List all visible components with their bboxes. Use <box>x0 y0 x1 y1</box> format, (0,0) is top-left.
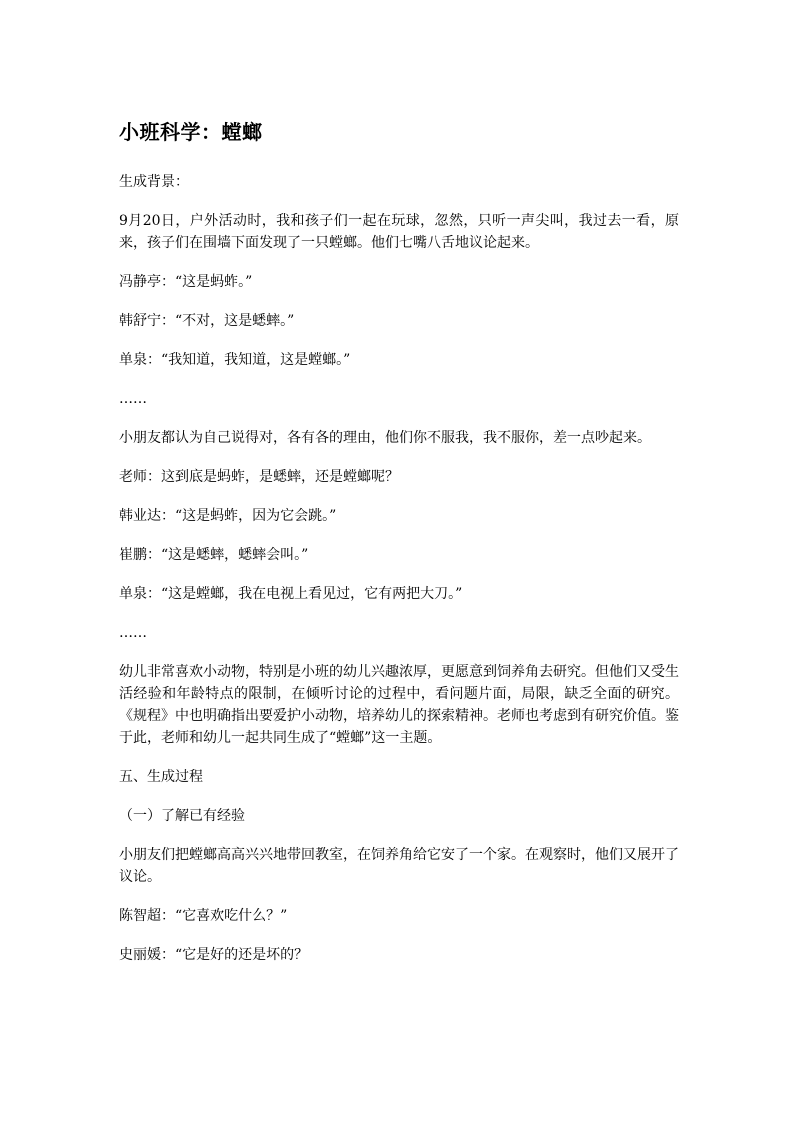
section-heading: 五、生成过程 <box>119 769 203 785</box>
paragraph-dialogue: 韩舒宁：“不对，这是蟋蟀。” <box>119 313 295 329</box>
paragraph-dialogue: 崔鹏：“这是蟋蟀，蟋蟀会叫。” <box>119 547 309 563</box>
paragraph-dialogue: 韩业达：“这是蚂蚱，因为它会跳。” <box>119 508 337 524</box>
paragraph-background-heading: 生成背景： <box>119 174 189 190</box>
paragraph-analysis: 幼儿非常喜欢小动物，特别是小班的幼儿兴趣浓厚，更愿意到饲养角去研究。但他们又受生活经验和年龄特点的限制，在倾听讨论的过程中，看问题片面，局限，缺乏全面的研究。《规程》中也明确指出要爱护小动物，培养幼儿的探索精神。老师也考虑到有研究价值。鉴于此，老师和幼儿一起共同生成了“螳螂”这一主题。 <box>119 664 679 746</box>
paragraph-intro: 9月20日，户外活动时，我和孩子们一起在玩球，忽然，只听一声尖叫，我过去一看，原来，孩子们在围墙下面发现了一只螳螂。他们七嘴八舌地议论起来。 <box>119 213 679 251</box>
paragraph-ellipsis: …… <box>119 625 147 641</box>
paragraph-dialogue: 陈智超：“它喜欢吃什么？” <box>119 908 288 924</box>
paragraph-ellipsis: …… <box>119 391 147 407</box>
document-title: 小班科学：螳螂 <box>119 120 263 144</box>
paragraph-dialogue: 老师：这到底是蚂蚱，是蟋蟀，还是螳螂呢？ <box>119 469 399 485</box>
paragraph-dialogue: 史丽媛：“它是好的还是坏的？ <box>119 947 309 963</box>
paragraph-dialogue: 单泉：“我知道，我知道，这是螳螂。” <box>119 352 351 368</box>
paragraph-dialogue: 冯静亭：“这是蚂蚱。” <box>119 274 253 290</box>
subsection-heading: （一）了解已有经验 <box>119 808 245 824</box>
paragraph-narration: 小朋友们把螳螂高高兴兴地带回教室，在饲养角给它安了一个家。在观察时，他们又展开了议论。 <box>119 847 679 885</box>
paragraph-dialogue: 单泉：“这是螳螂，我在电视上看见过，它有两把大刀。” <box>119 586 463 602</box>
document-page <box>119 118 679 983</box>
paragraph-narration: 小朋友都认为自己说得对，各有各的理由，他们你不服我，我不服你，差一点吵起来。 <box>119 430 651 446</box>
